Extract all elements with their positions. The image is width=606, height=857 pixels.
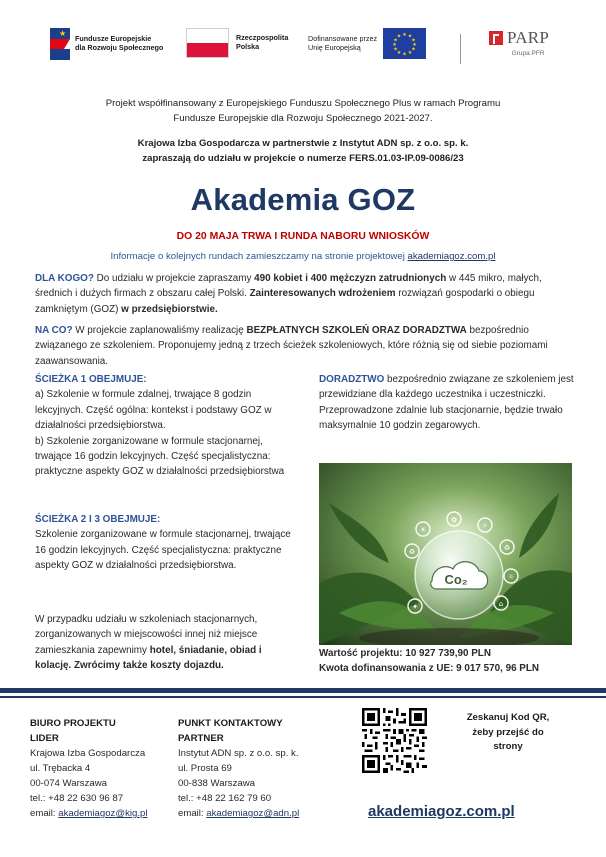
recruitment-banner: DO 20 MAJA TRWA I RUNDA NABORU WNIOSKÓW [176,231,430,242]
qr-code-icon[interactable] [362,708,427,773]
partner-email-label: email: [178,808,207,819]
what-text-2: bezpośrednio związanego ze szkoleniem. Proponujemy jedną z trzech ścieżek szkoleniowych, które różnią się od siebie poziomami zaawansowania. [35,325,548,367]
svg-text:★: ★ [396,33,402,40]
parp-mark-icon [489,31,503,45]
accommodation-text [35,612,297,674]
path23-text: Szkolenie zorganizowane w formule stacjonarnej, trwające 16 godzin lekcyjnych. Część specjalistyczna: praktyczne aspekty GOZ w działalności przedsiębiorstwa. [35,529,291,572]
svg-text:♻: ♻ [503,544,511,552]
svg-text:★: ★ [393,46,398,53]
who-label: DLA KOGO? [35,273,94,284]
logo-separator [460,34,461,64]
svg-text:★: ★ [392,42,397,48]
path1-heading: ŚCIEŻKA 1 OBEJMUJE: [35,374,147,385]
intro-line1: Projekt współfinansowany z Europejskiego Funduszu Społecznego Plus w ramach Programu [105,98,501,109]
advice-section [319,372,579,434]
stay-text: W przypadku udziału w szkoleniach stacjonarnych, zorganizowanych w miejscowości innej niż miejsce zamieszkania zapewnimy [35,614,258,656]
qr-caption-line1: Zeskanuj Kod QR, [466,712,550,723]
what-label: NA CO? [35,325,73,336]
office-line-4: tel.: +48 22 630 96 87 [30,793,124,804]
page-title: Akademia GOZ [190,182,416,217]
who-bold-3: w przedsiębiorstwie. [121,303,218,315]
office-heading-2: LIDER [30,733,59,744]
office-email-link[interactable]: akademiagoz@kig.pl [58,808,148,819]
path1-option-b: b) Szkolenie zorganizowane w formule stacjonarnej, trwające 16 godzin lekcyjnych. Część specjalistyczna: praktyczne aspekty GOZ w działalności przedsiębiorstwa [35,435,285,478]
footer-divider-thin [0,696,606,698]
svg-text:☀: ☀ [419,526,427,534]
what-paragraph [35,323,568,369]
advice-label: DORADZTWO [319,374,385,385]
qr-caption-line2: żeby przejść do [472,726,544,738]
parp-name: PARP [507,28,550,47]
ue-logo-line2: Unię Europejską [308,42,361,52]
path23-section [35,512,297,574]
office-heading-1: BIURO PROJEKTU [30,718,116,729]
fe-mark-icon: ★ [50,28,70,60]
polish-flag-icon [186,28,229,58]
svg-text:★: ★ [407,33,413,40]
rp-logo-line1: Rzeczpospolita [236,33,289,43]
office-contact [30,716,170,821]
project-value [319,646,579,676]
who-bold-1: 490 kobiet i 400 mężczyzn zatrudnionych [254,273,447,284]
rp-logo [186,28,288,58]
svg-text:★: ★ [402,32,407,38]
website-link[interactable]: akademiagoz.com.pl [368,803,515,820]
who-paragraph [35,271,568,317]
info-link[interactable]: akademiagoz.com.pl [407,251,496,262]
svg-text:★: ★ [412,42,417,48]
eu-flag-icon [383,28,426,59]
office-line-1: Krajowa Izba Gospodarcza [30,748,146,759]
svg-text:✦: ✦ [412,603,418,611]
partner-text [40,137,566,166]
partner-line-2: ul. Prosta 69 [178,763,232,774]
info-line [0,251,606,262]
who-text-2: w 445 mikro, małych, średnich i dużych firmach z obszaru całej Polski. [35,273,542,300]
ue-logo [308,28,426,59]
path1-section [35,372,297,480]
rp-logo-line2: Polska [236,42,260,51]
qr-caption-line3: strony [493,741,523,752]
svg-text:☼: ☼ [507,573,515,581]
svg-text:⚡: ⚡ [482,522,488,530]
svg-text:★: ★ [396,50,402,56]
who-bold-2: Zainteresowanych wdrożeniem [249,288,396,300]
logo-strip [50,28,562,70]
eco-photo [319,463,572,645]
project-value-line: Wartość projektu: 10 927 739,90 PLN [319,648,491,659]
what-bold-1: BEZPŁATNYCH SZKOLEŃ ORAZ DORADZTWA [246,325,467,336]
partner-line-4: tel.: +48 22 162 79 60 [178,793,272,804]
ue-logo-line1: Dofinansowane przez [308,33,378,43]
intro-line2: Fundusze Europejskie dla Rozwoju Społecznego 2021-2027. [173,113,433,124]
stay-bold: hotel, śniadanie, obiad i kolację. Zwrócimy także koszty dojazdu. [35,644,262,672]
partner-line-3: 00-838 Warszawa [178,778,255,789]
what-text-1: W projekcie zaplanowaliśmy realizację [72,325,247,336]
svg-text:⌂: ⌂ [498,600,504,608]
partner-heading-2: PARTNER [178,733,224,744]
who-text-1: Do udziału w projekcie zapraszamy [93,273,255,284]
svg-text:✿: ✿ [451,516,457,524]
partner-contact [178,716,338,821]
partner-line1: Krajowa Izba Gospodarcza w partnerstwie z Instytut ADN sp. z o.o. sp. k. [137,138,469,149]
intro-text [40,96,566,126]
parp-sub: Grupa PFR [511,50,545,57]
info-text: Informacje o kolejnych rundach zamieszczamy na stronie projektowej [110,251,408,262]
qr-caption [448,711,568,755]
co2-bubble-text: Co₂ [444,572,468,587]
path1-option-a: a) Szkolenie w formule zdalnej, trwające 8 godzin lekcyjnych. Część ogólna: kontekst i podstawy GOZ w działalności przedsiębiorstwa. [35,389,272,432]
path23-heading: ŚCIEŻKA 2 I 3 OBEJMUJE: [35,514,161,525]
office-line-3: 00-074 Warszawa [30,778,107,789]
footer-divider-thick [0,688,606,693]
svg-text:★: ★ [407,50,413,56]
partner-line-1: Instytut ADN sp. z o.o. sp. k. [178,748,299,759]
partner-heading-1: PUNKT KONTAKTOWY [178,718,283,729]
who-text-3: rozwiązań gospodarki o obiegu zamkniętym (GOZ) [35,288,535,315]
svg-text:♻: ♻ [408,548,416,556]
partner-line2: zapraszają do udziału w projekcie o numerze FERS.01.03-IP.09-0086/23 [142,152,464,164]
svg-text:★: ★ [393,37,398,44]
fe-logo [50,28,163,60]
fe-logo-line1: Fundusze Europejskie [75,34,152,44]
office-email-label: email: [30,808,59,819]
parp-logo [489,28,549,57]
advice-text: bezpośrednio związane ze szkoleniem jest przewidziane dla każdego uczestnika i uczestniczki. Przeprowadzone zdalnie lub stacjonarnie, będzie trwało maksymalnie 10 godzin zegarowych. [319,374,574,432]
office-line-2: ul. Trębacka 4 [30,763,91,774]
fe-logo-line2: dla Rozwoju Społecznego [75,43,164,52]
svg-text:★: ★ [411,46,416,53]
partner-email-link[interactable]: akademiagoz@adn.pl [206,808,300,819]
svg-text:★: ★ [402,51,407,58]
svg-text:★: ★ [411,37,416,44]
eu-funding-line: Kwota dofinansowania z UE: 9 017 570, 96 PLN [319,663,540,674]
